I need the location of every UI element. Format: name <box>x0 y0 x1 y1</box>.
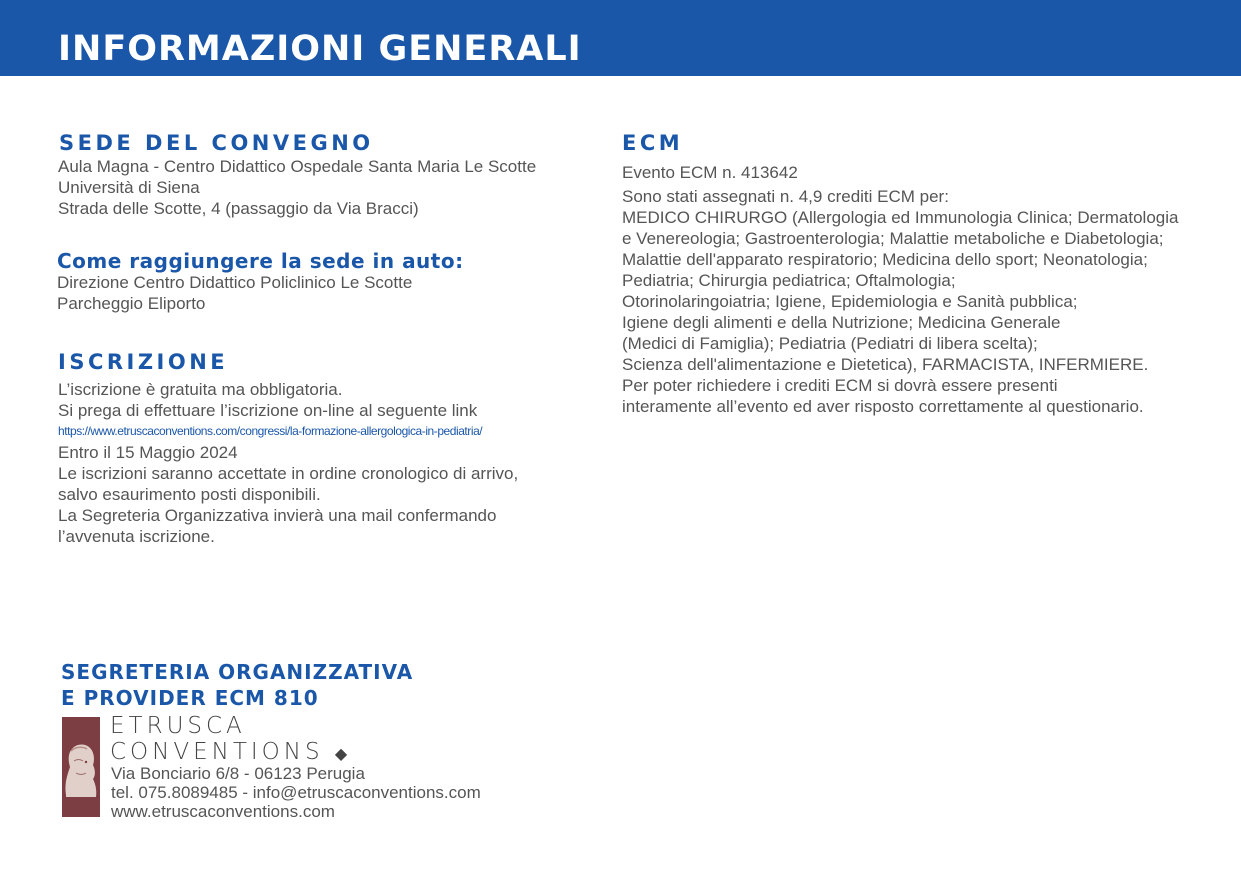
organizer-heading-line: E PROVIDER ECM 810 <box>61 686 319 710</box>
registration-line: Entro il 15 Maggio 2024 <box>58 443 238 462</box>
ecm-line: Pediatria; Chirurgia pediatrica; Oftalmologia; <box>622 271 956 290</box>
directions-line: Parcheggio Eliporto <box>57 294 206 313</box>
registration-link[interactable]: https://www.etruscaconventions.com/congressi/la-formazione-allergologica-in-pediatria/ <box>58 424 483 438</box>
organizer-contact[interactable]: tel. 075.8089485 - info@etruscaconventions.com <box>111 783 481 802</box>
venue-heading: SEDE DEL CONVEGNO <box>59 131 374 155</box>
organizer-website[interactable]: www.etruscaconventions.com <box>111 802 335 821</box>
directions-text <box>57 272 412 314</box>
directions-heading: Come raggiungere la sede in auto: <box>57 249 464 273</box>
ecm-event-number: Evento ECM n. 413642 <box>622 163 798 182</box>
venue-text <box>58 156 536 219</box>
ecm-line: MEDICO CHIRURGO (Allergologia ed Immunologia Clinica; Dermatologia <box>622 208 1179 227</box>
ecm-line: (Medici di Famiglia); Pediatria (Pediatri di libera scelta); <box>622 334 1038 353</box>
organizer-contacts <box>111 764 481 821</box>
header-band <box>0 0 1241 76</box>
registration-line: La Segreteria Organizzativa invierà una mail confermando <box>58 506 497 525</box>
registration-line: Le iscrizioni saranno accettate in ordine cronologico di arrivo, <box>58 464 519 483</box>
registration-line: Si prega di effettuare l’iscrizione on-line al seguente link <box>58 401 478 420</box>
registration-line: l’avvenuta iscrizione. <box>58 527 215 546</box>
registration-heading: ISCRIZIONE <box>58 350 229 374</box>
venue-line: Università di Siena <box>58 178 200 197</box>
ecm-line: Scienza dell'alimentazione e Dietetica), FARMACISTA, INFERMIERE. <box>622 355 1149 374</box>
organizer-heading <box>61 659 413 711</box>
ecm-line: interamente all’evento ed aver risposto correttamente al questionario. <box>622 397 1144 416</box>
ecm-line: Per poter richiedere i crediti ECM si dovrà essere presenti <box>622 376 1058 395</box>
registration-text <box>58 379 518 547</box>
ecm-line: Otorinolaringoiatria; Igiene, Epidemiologia e Sanità pubblica; <box>622 292 1078 311</box>
ecm-line: Igiene degli alimenti e della Nutrizione; Medicina Generale <box>622 313 1061 332</box>
bust-image-icon <box>62 717 100 817</box>
ecm-line: Malattie dell'apparato respiratorio; Medicina dello sport; Neonatologia; <box>622 250 1148 269</box>
registration-line: salvo esaurimento posti disponibili. <box>58 485 321 504</box>
logo-line: ETRUSCA <box>110 713 246 739</box>
ecm-event <box>622 162 798 183</box>
registration-line: L’iscrizione è gratuita ma obbligatoria. <box>58 380 343 399</box>
venue-line: Aula Magna - Centro Didattico Ospedale Santa Maria Le Scotte <box>58 157 537 176</box>
ecm-heading: ECM <box>622 131 684 155</box>
organizer-heading-line: SEGRETERIA ORGANIZZATIVA <box>61 660 414 684</box>
directions-line: Direzione Centro Didattico Policlinico Le Scotte <box>57 273 413 292</box>
diamond-icon: ◆ <box>334 744 348 763</box>
ecm-line: e Venereologia; Gastroenterologia; Malattie metaboliche e Diabetologia; <box>622 229 1164 248</box>
company-logo-wordmark <box>110 713 347 767</box>
logo-line: CONVENTIONS <box>110 739 324 765</box>
ecm-text <box>622 186 1178 417</box>
page-title: INFORMAZIONI GENERALI <box>58 29 582 69</box>
ecm-line: Sono stati assegnati n. 4,9 crediti ECM per: <box>622 187 949 206</box>
organizer-address: Via Bonciario 6/8 - 06123 Perugia <box>111 764 365 783</box>
venue-line: Strada delle Scotte, 4 (passaggio da Via Bracci) <box>58 199 419 218</box>
